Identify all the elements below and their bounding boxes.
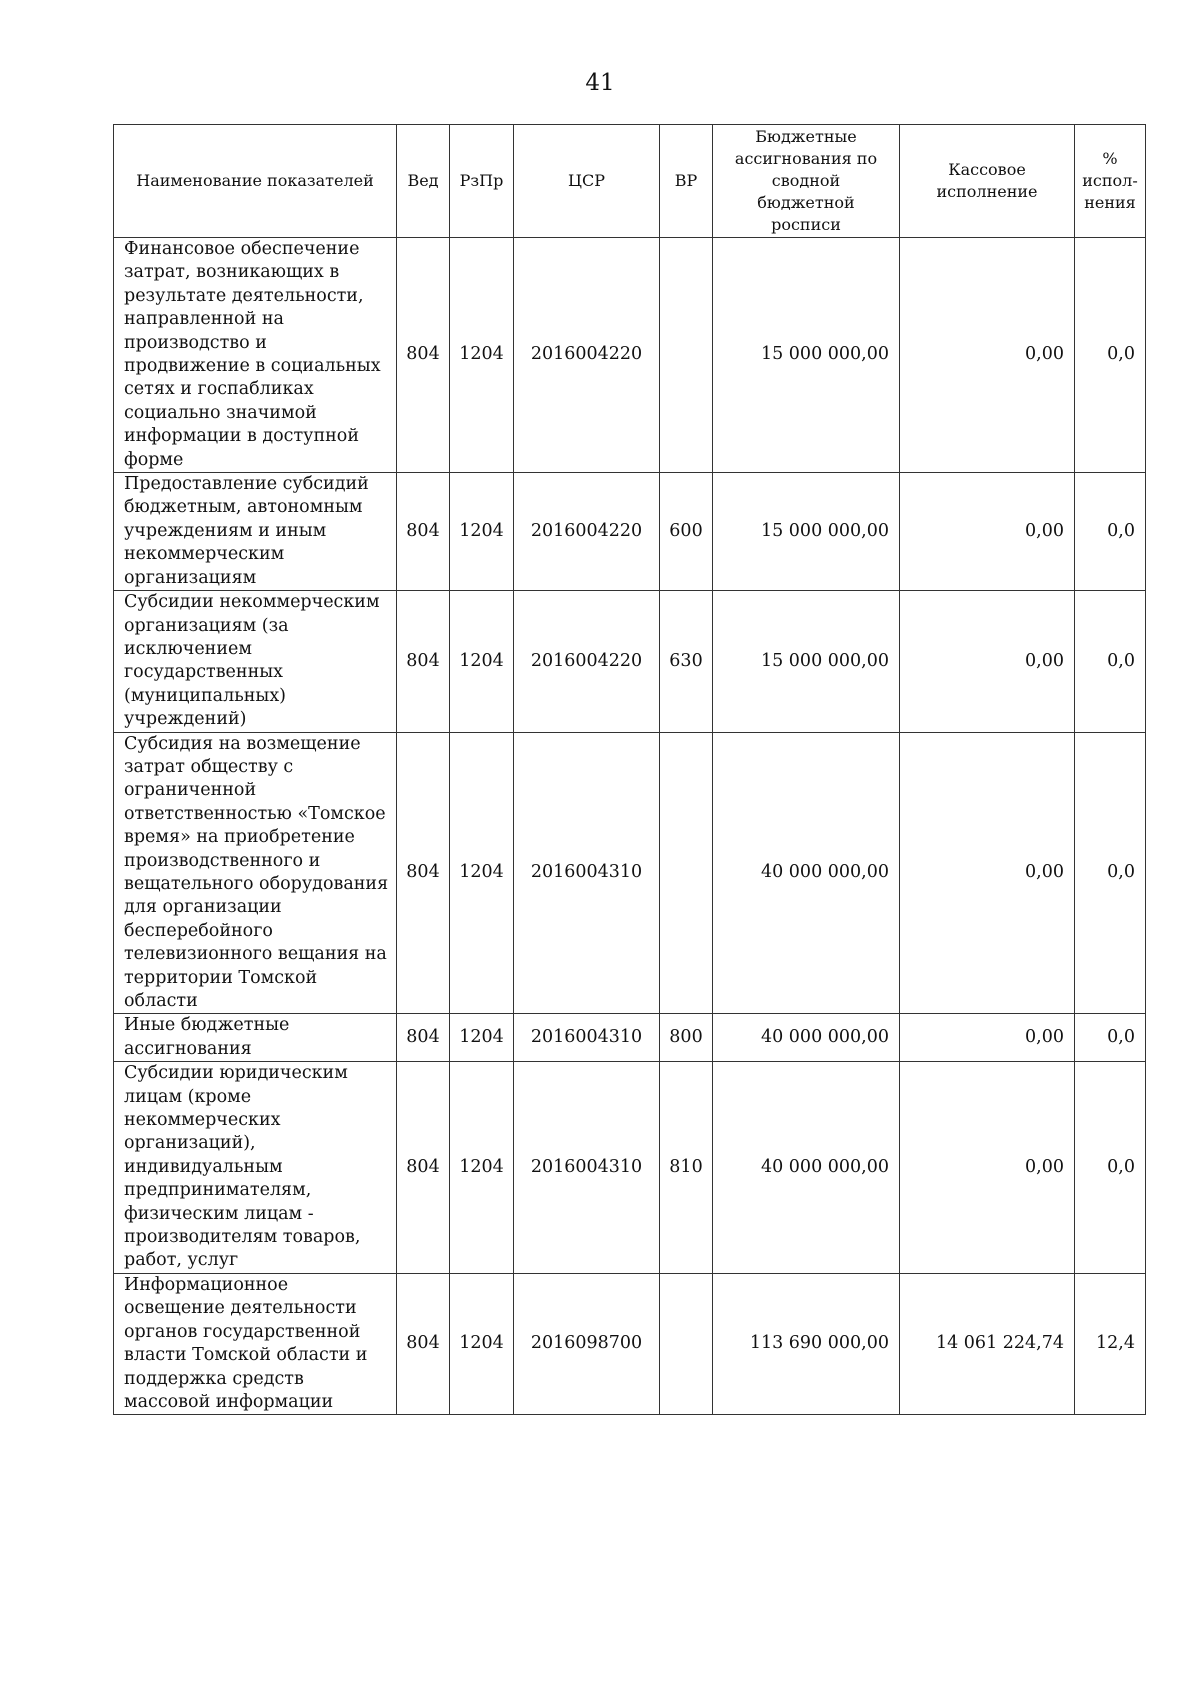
cell-budget: 15 000 000,00 [713,591,900,732]
cell-csr: 2016004310 [514,1014,660,1062]
cell-ved: 804 [397,732,450,1014]
cell-vr: 800 [660,1014,713,1062]
table-row [114,473,1146,591]
table-row [114,591,1146,732]
header-rzpr: РзПр [450,125,514,238]
cell-rzpr: 1204 [450,1273,514,1414]
header-percent: % испол-нения [1075,125,1146,238]
header-ved: Вед [397,125,450,238]
cell-ved: 804 [397,473,450,591]
header-name: Наименование показателей [114,125,397,238]
cell-name: Субсидия на возмещение затрат обществу с ограниченной ответственностью «Томское время» на приобретение производственного и вещательного оборудования для организации бесперебойного телевизионного вещания на территории Томской области [114,732,397,1014]
cell-rzpr: 1204 [450,238,514,473]
cell-budget: 15 000 000,00 [713,238,900,473]
table-row [114,1062,1146,1274]
header-csr: ЦСР [514,125,660,238]
cell-percent: 0,0 [1075,473,1146,591]
cell-csr: 2016004220 [514,591,660,732]
table-row [114,732,1146,1014]
cell-percent: 0,0 [1075,732,1146,1014]
cell-csr: 2016098700 [514,1273,660,1414]
table-header [114,125,1146,238]
cell-csr: 2016004220 [514,238,660,473]
table-row [114,1014,1146,1062]
cell-name: Иные бюджетные ассигнования [114,1014,397,1062]
cell-rzpr: 1204 [450,1062,514,1274]
cell-percent: 0,0 [1075,1062,1146,1274]
cell-percent: 0,0 [1075,591,1146,732]
cell-rzpr: 1204 [450,1014,514,1062]
cell-ved: 804 [397,1273,450,1414]
cell-vr [660,732,713,1014]
cell-budget: 15 000 000,00 [713,473,900,591]
cell-ved: 804 [397,591,450,732]
cell-rzpr: 1204 [450,732,514,1014]
header-cash: Кассовое исполнение [900,125,1075,238]
cell-csr: 2016004310 [514,1062,660,1274]
cell-cash: 0,00 [900,238,1075,473]
table-body [114,238,1146,1415]
cell-percent: 0,0 [1075,238,1146,473]
cell-vr: 630 [660,591,713,732]
header-vr: ВР [660,125,713,238]
cell-rzpr: 1204 [450,473,514,591]
cell-budget: 113 690 000,00 [713,1273,900,1414]
cell-name: Информационное освещение деятельности органов государственной власти Томской области и поддержка средств массовой информации [114,1273,397,1414]
page-number: 41 [585,70,615,96]
cell-csr: 2016004220 [514,473,660,591]
budget-execution-table [113,124,1146,1415]
cell-vr: 600 [660,473,713,591]
cell-ved: 804 [397,1014,450,1062]
cell-vr: 810 [660,1062,713,1274]
cell-csr: 2016004310 [514,732,660,1014]
table-row [114,1273,1146,1414]
cell-name: Субсидии некоммерческим организациям (за исключением государственных (муниципальных) учреждений) [114,591,397,732]
cell-budget: 40 000 000,00 [713,1062,900,1274]
cell-vr [660,1273,713,1414]
cell-name: Субсидии юридическим лицам (кроме некоммерческих организаций), индивидуальным предпринимателям, физическим лицам - производителям товаров, работ, услуг [114,1062,397,1274]
table-row [114,238,1146,473]
cell-cash: 0,00 [900,591,1075,732]
cell-percent: 12,4 [1075,1273,1146,1414]
cell-vr [660,238,713,473]
cell-name: Предоставление субсидий бюджетным, автономным учреждениям и иным некоммерческим организациям [114,473,397,591]
cell-cash: 14 061 224,74 [900,1273,1075,1414]
cell-cash: 0,00 [900,1062,1075,1274]
cell-rzpr: 1204 [450,591,514,732]
header-budget: Бюджетные ассигнования по сводной бюджетной росписи [713,125,900,238]
cell-cash: 0,00 [900,473,1075,591]
cell-ved: 804 [397,1062,450,1274]
cell-cash: 0,00 [900,732,1075,1014]
cell-budget: 40 000 000,00 [713,1014,900,1062]
cell-percent: 0,0 [1075,1014,1146,1062]
cell-budget: 40 000 000,00 [713,732,900,1014]
cell-name: Финансовое обеспечение затрат, возникающих в результате деятельности, направленной на производство и продвижение в социальных сетях и госпабликах социально значимой информации в доступной форме [114,238,397,473]
cell-ved: 804 [397,238,450,473]
cell-cash: 0,00 [900,1014,1075,1062]
